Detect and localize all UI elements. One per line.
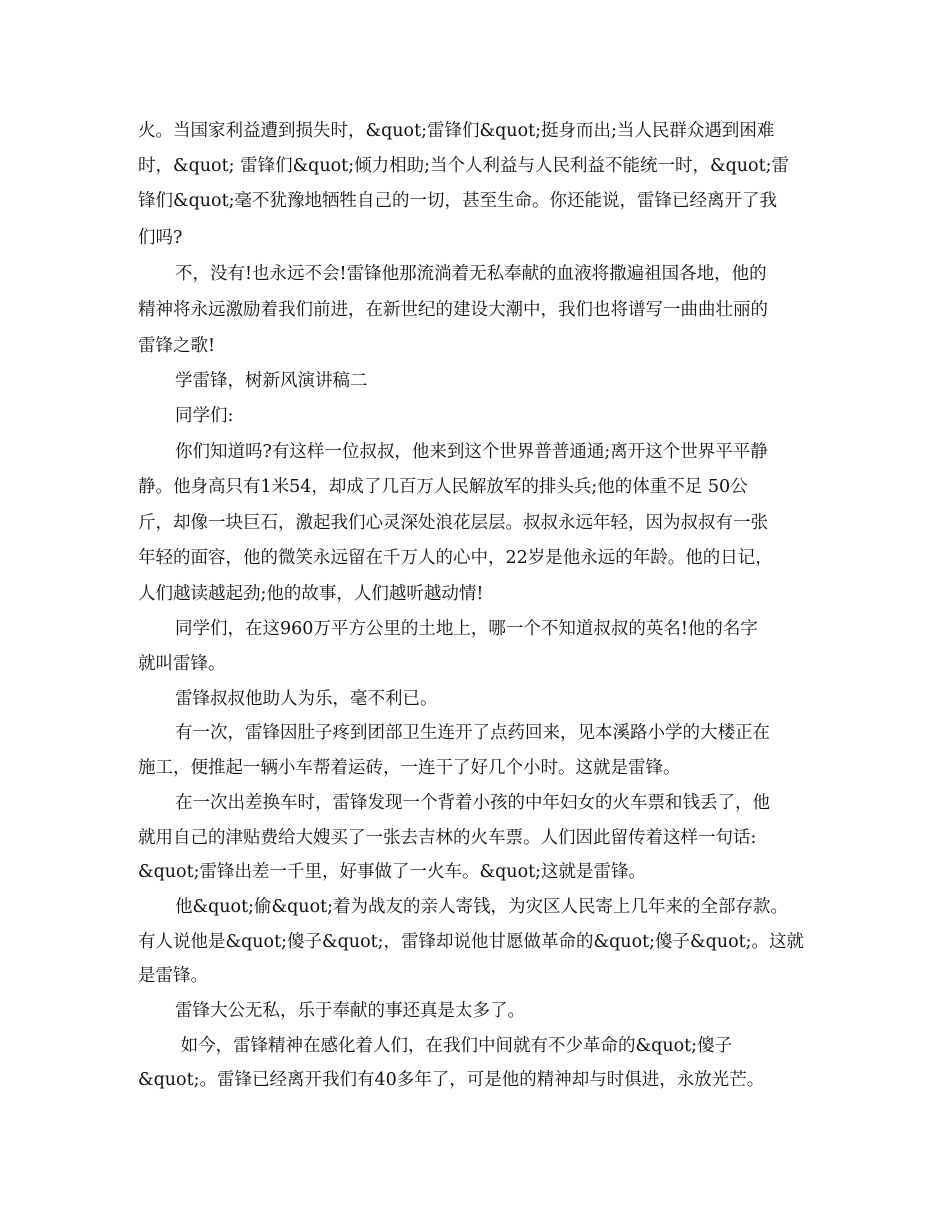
text-line: 是雷锋。 <box>138 966 208 986</box>
text-line: 施工，便推起一辆小车帮着运砖，一连干了好几个小时。这就是雷锋。 <box>138 758 681 778</box>
text-line: 如今，雷锋精神在感化着人们，在我们中间就有不少革命的&quot;傻子 <box>175 1036 733 1056</box>
text-line: 不，没有!也永远不会!雷锋他那流淌着无私奉献的血液将撒遍祖国各地，他的 <box>175 264 767 284</box>
text-line: 雷锋大公无私，乐于奉献的事还真是太多了。 <box>175 1001 525 1021</box>
text-line: 人们越读越起劲;他的故事，人们越听越动情! <box>138 584 484 604</box>
text-line: 他&quot;偷&quot;着为战友的亲人寄钱，为灾区人民寄上几年来的全部存款。 <box>175 897 789 917</box>
text-line: 时，&quot; 雷锋们&quot;倾力相助;当个人利益与人民利益不能统一时，&quot;雷 <box>138 156 790 176</box>
section-title: 学雷锋，树新风演讲稿二 <box>175 371 368 391</box>
text-line: 斤，却像一块巨石，激起我们心灵深处浪花层层。叔叔永远年轻，因为叔叔有一张 <box>138 513 768 533</box>
text-line: 静。他身高只有1米54，却成了几百万人民解放军的排头兵;他的体重不足 50公 <box>138 477 748 497</box>
text-line: 精神将永远激励着我们前进，在新世纪的建设大潮中，我们也将谱写一曲曲壮丽的 <box>138 300 768 320</box>
text-line: 有一次，雷锋因肚子疼到团部卫生连开了点药回来，见本溪路小学的大楼正在 <box>175 723 770 743</box>
text-line: &quot;雷锋出差一千里，好事做了一火车。&quot;这就是雷锋。 <box>138 862 647 882</box>
text-line: &quot;。雷锋已经离开我们有40多年了，可是他的精神却与时俱进，永放光芒。 <box>138 1070 765 1090</box>
text-line: 就用自己的津贴费给大嫂买了一张去吉林的火车票。人们因此留传着这样一句话: <box>138 828 757 848</box>
text-line: 在一次出差换车时，雷锋发现一个背着小孩的中年妇女的火车票和钱丢了，他 <box>175 793 770 813</box>
text-line: 就叫雷锋。 <box>138 654 226 674</box>
text-line: 年轻的面容，他的微笑永远留在千万人的心中，22岁是他永远的年龄。他的日记， <box>138 548 773 568</box>
text-line: 们吗? <box>138 228 183 248</box>
text-line: 有人说他是&quot;傻子&quot;，雷锋却说他甘愿做革命的&quot;傻子&quot;。这就 <box>138 932 805 952</box>
text-line: 雷锋之歌! <box>138 336 216 356</box>
salutation: 同学们: <box>175 406 234 426</box>
text-line: 锋们&quot;毫不犹豫地牺牲自己的一切，甚至生命。你还能说，雷锋已经离开了我 <box>138 191 778 211</box>
text-line: 你们知道吗?有这样一位叔叔，他来到这个世界普普通通;离开这个世界平平静 <box>175 442 768 462</box>
text-line: 同学们，在这960万平方公里的土地上，哪一个不知道叔叔的英名!他的名字 <box>175 619 758 639</box>
text-line: 雷锋叔叔他助人为乐，毫不利已。 <box>175 689 438 709</box>
text-line: 火。当国家利益遭到损失时，&quot;雷锋们&quot;挺身而出;当人民群众遇到困难 <box>138 121 775 141</box>
